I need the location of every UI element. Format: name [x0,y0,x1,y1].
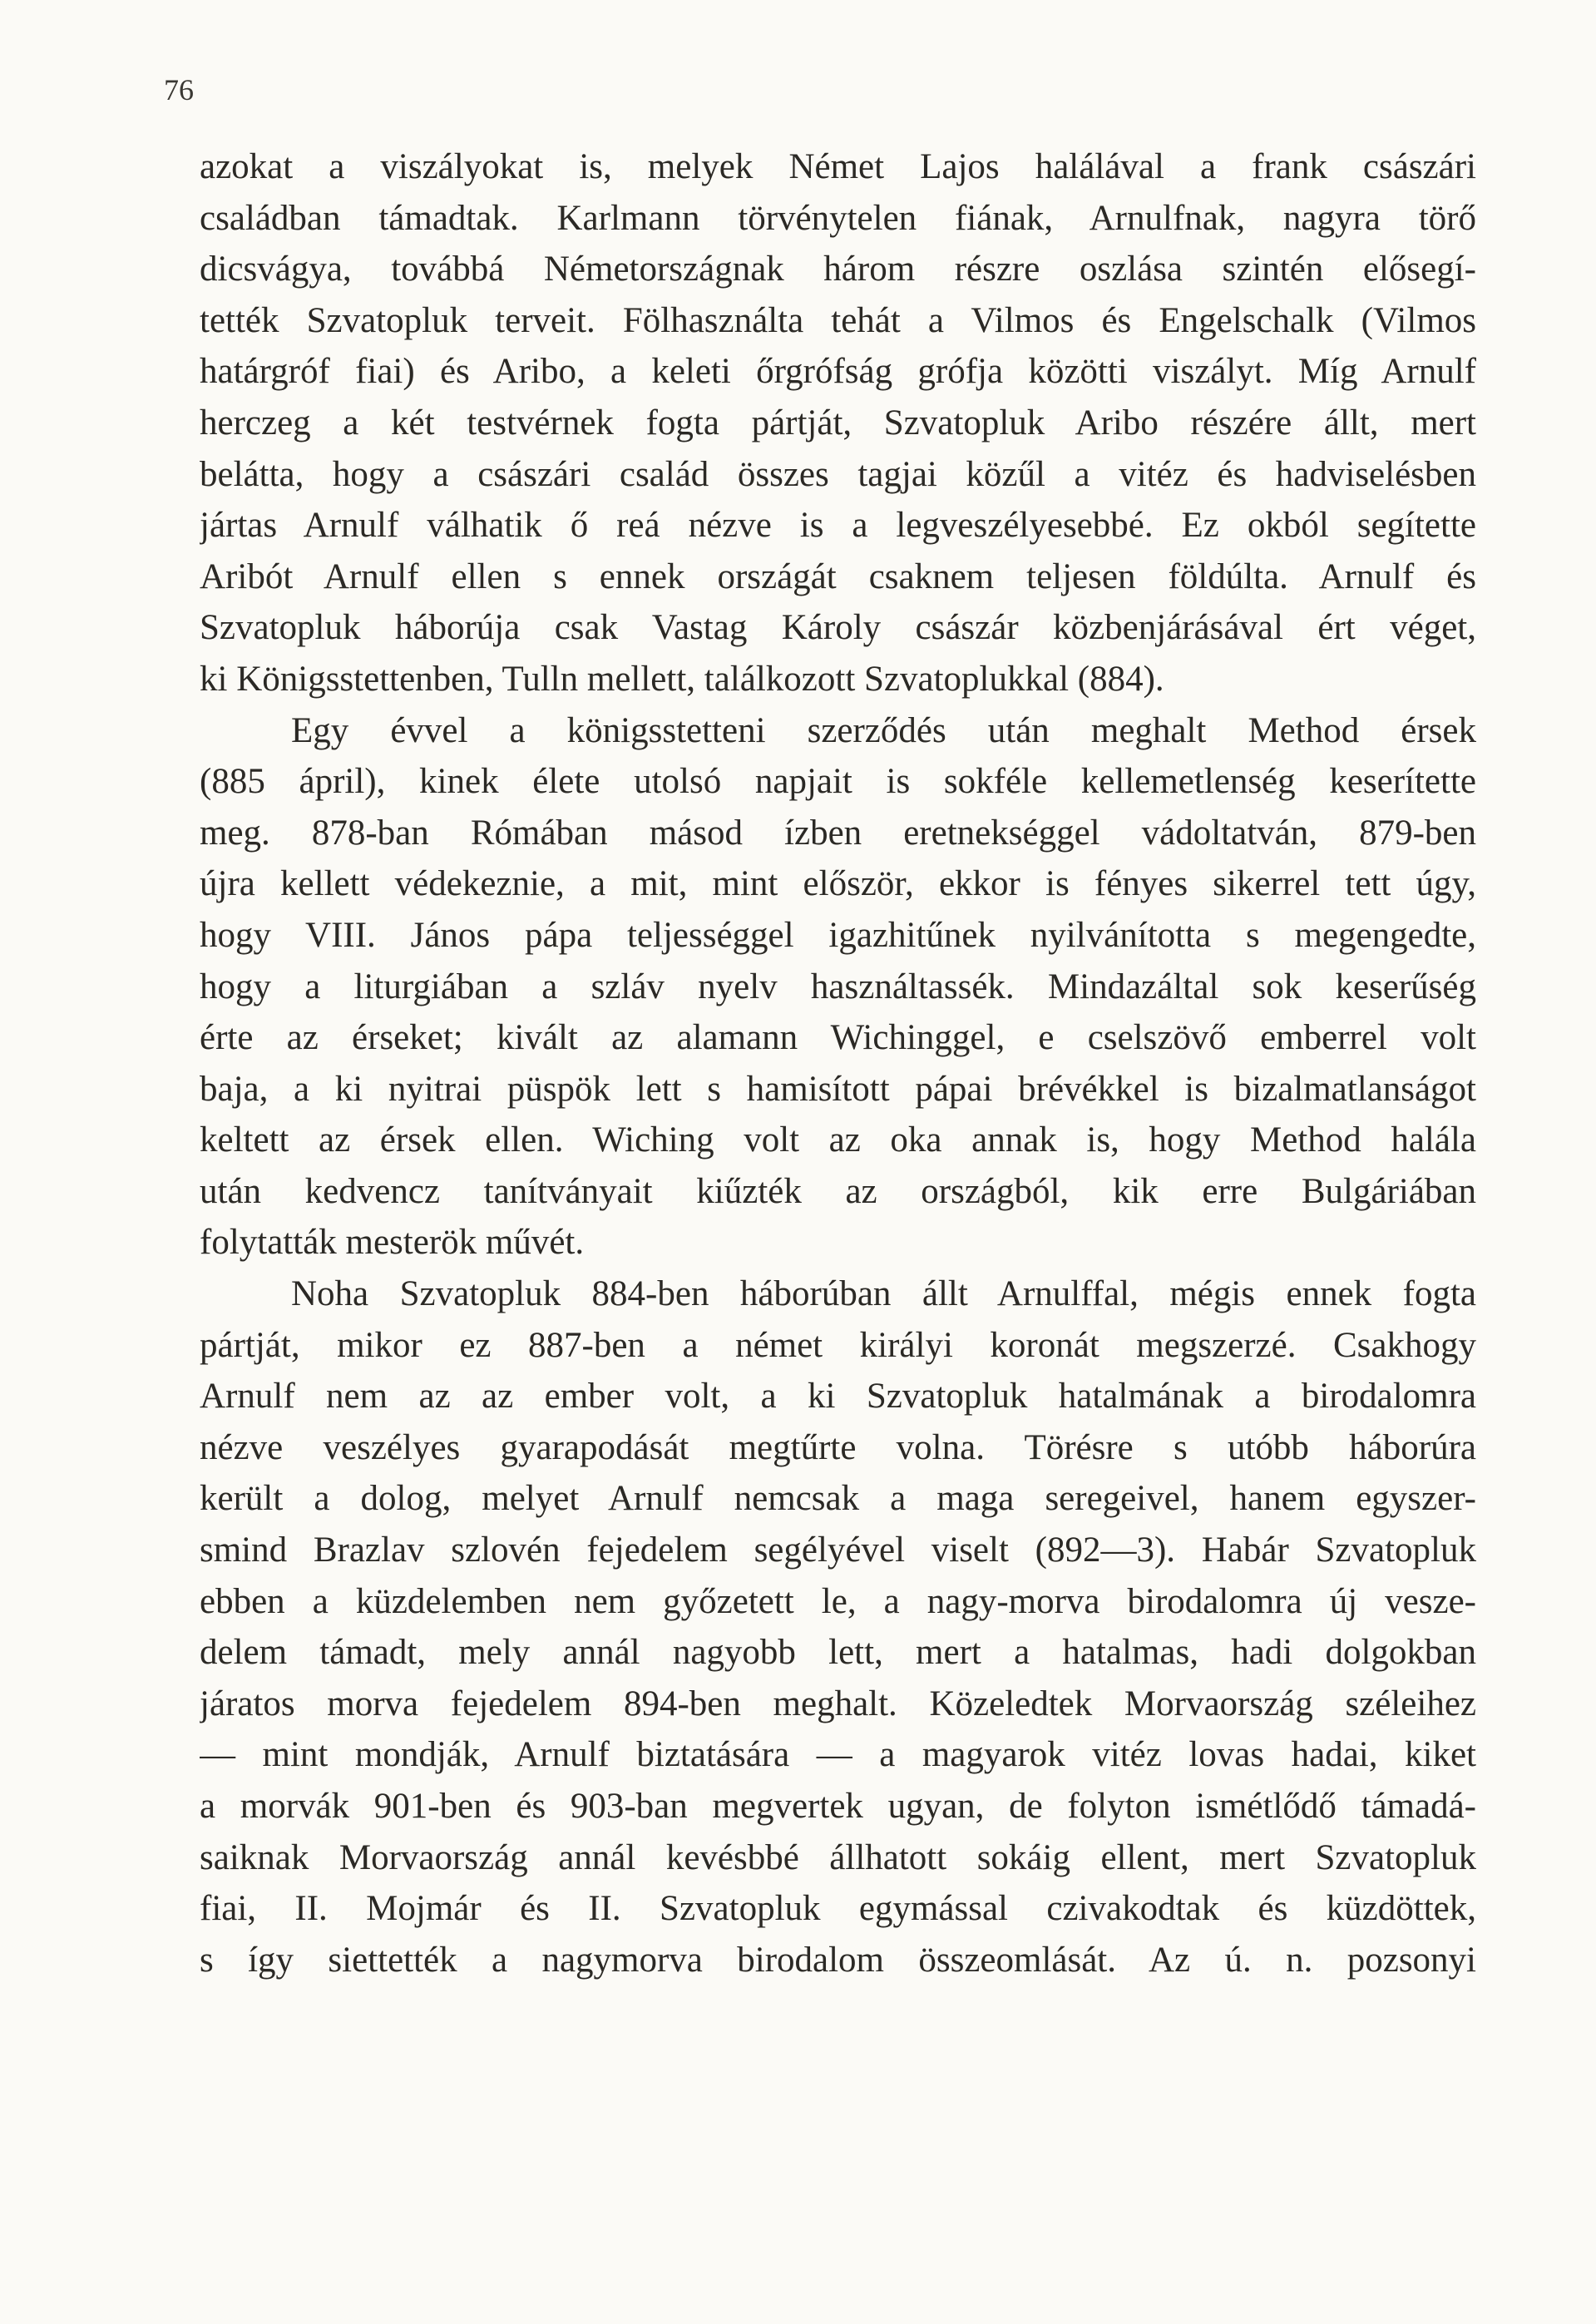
text-line: újra kellett védekeznie, a mit, mint először, ekkor is fényes sikerrel tett úgy, [200,864,1476,904]
text-line: delem támadt, mely annál nagyobb lett, mert a hatalmas, hadi dolgokban [200,1633,1476,1673]
text-line: határgróf fiai) és Aribo, a keleti őrgrófság grófja közötti viszályt. Míg Arnulf [200,352,1476,392]
text-line: Aribót Arnulf ellen s ennek országát csaknem teljesen földúlta. Arnulf és [200,556,1476,596]
text-line: saiknak Morvaország annál kevésbbé állhatott sokáig ellent, mert Szvatopluk [200,1837,1476,1877]
text-line: tették Szvatopluk terveit. Fölhasználta tehát a Vilmos és Engelschalk (Vilmos [200,300,1476,340]
text-line: érte az érseket; kivált az alamann Wichinggel, e cselszövő emberrel volt [200,1018,1476,1058]
text-line: után kedvencz tanítványait kiűzték az országból, kik erre Bulgáriában [200,1171,1476,1211]
page-number: 76 [164,73,194,106]
text-line: Szvatopluk háborúja csak Vastag Károly császár közbenjárásával ért véget, [200,608,1476,648]
text-line: azokat a viszályokat is, melyek Német Lajos halálával a frank császári [200,147,1476,186]
text-line: pártját, mikor ez 887-ben a német királyi koronát megszerzé. Csakhogy [200,1325,1476,1365]
text-line: herczeg a két testvérnek fogta pártját, Szvatopluk Aribo részére állt, mert [200,403,1476,443]
text-line: s így siettették a nagymorva birodalom összeomlását. Az ú. n. pozsonyi [200,1940,1476,1980]
text-line: fiai, II. Mojmár és II. Szvatopluk egymással czivakodtak és küzdöttek, [200,1889,1476,1929]
text-line: ebben a küzdelemben nem győzetett le, a nagy-morva birodalomra új vesze- [200,1581,1476,1621]
text-line: (885 ápril), kinek élete utolsó napjait is sokféle kellemetlenség keserítette [200,762,1476,802]
text-line: ki Königsstettenben, Tulln mellett, találkozott Szvatoplukkal (884). [200,659,1164,699]
text-line: jártas Arnulf válhatik ő reá nézve is a legveszélyesebbé. Ez okból segítette [200,506,1476,546]
text-line: belátta, hogy a császári család összes tagjai közűl a vitéz és hadviselésben [200,454,1476,494]
text-line: Noha Szvatopluk 884-ben háborúban állt Arnulffal, mégis ennek fogta [291,1274,1476,1314]
text-line: folytatták mesterök művét. [200,1223,585,1263]
text-line: nézve veszélyes gyarapodását megtűrte volna. Törésre s utóbb háborúra [200,1427,1476,1467]
text-line: dicsvágya, továbbá Németországnak három részre oszlása szintén elősegí- [200,250,1476,289]
text-line: hogy a liturgiában a szláv nyelv használtassék. Mindazáltal sok keserűség [200,967,1476,1006]
text-line: hogy VIII. János pápa teljességgel igazhitűnek nyilvánította s megengedte, [200,915,1476,955]
text-line: meg. 878-ban Rómában másod ízben eretnekséggel vádoltatván, 879-ben [200,813,1476,853]
text-line: — mint mondják, Arnulf biztatására — a magyarok vitéz lovas hadai, kiket [200,1735,1476,1775]
text-line: keltett az érsek ellen. Wiching volt az oka annak is, hogy Method halála [200,1120,1476,1160]
text-line: családban támadtak. Karlmann törvénytelen fiának, Arnulfnak, nagyra törő [200,198,1476,238]
text-line: járatos morva fejedelem 894-ben meghalt. Közeledtek Morvaország széleihez [200,1684,1476,1723]
text-line: baja, a ki nyitrai püspök lett s hamisított pápai brévékkel is bizalmatlanságot [200,1069,1476,1109]
text-line: Egy évvel a königsstetteni szerződés után meghalt Method érsek [291,710,1476,750]
text-line: smind Brazlav szlovén fejedelem segélyével viselt (892—3). Habár Szvatopluk [200,1530,1476,1570]
body-text [200,141,1476,1985]
text-line: került a dolog, melyet Arnulf nemcsak a maga seregeivel, hanem egyszer- [200,1479,1476,1519]
text-line: Arnulf nem az az ember volt, a ki Szvatopluk hatalmának a birodalomra [200,1377,1476,1417]
text-line: a morvák 901-ben és 903-ban megvertek ugyan, de folyton ismétlődő támadá- [200,1787,1476,1826]
